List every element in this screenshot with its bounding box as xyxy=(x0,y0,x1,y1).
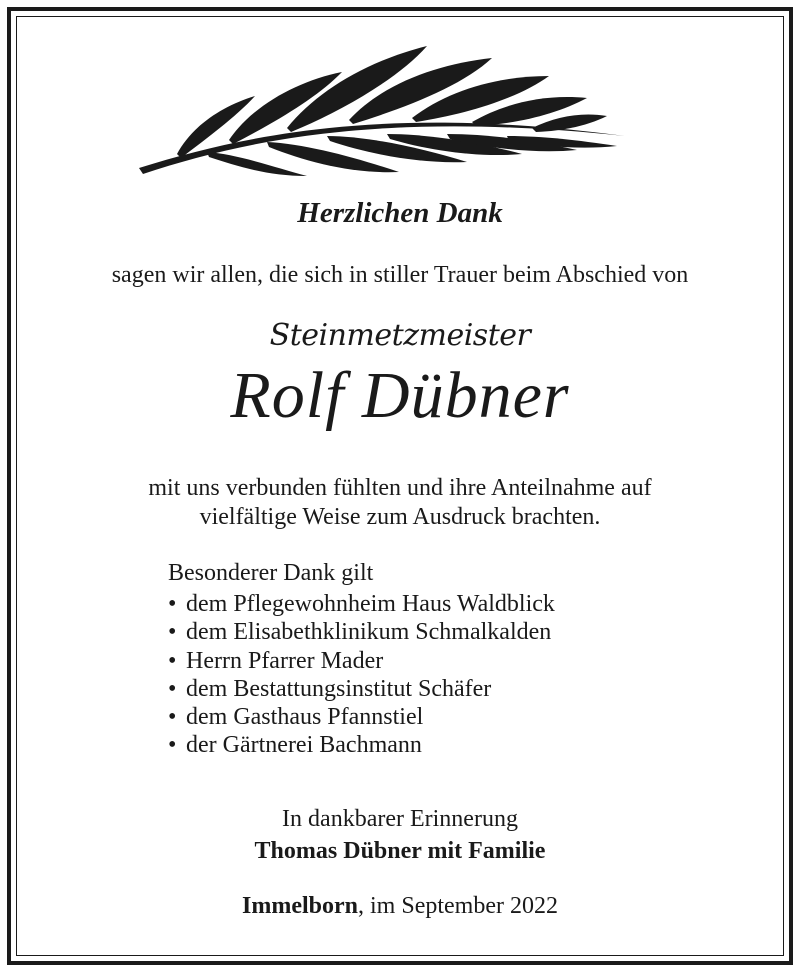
special-thanks-label: Besonderer Dank gilt xyxy=(168,560,374,586)
thanks-heading: Herzlichen Dank xyxy=(297,197,503,229)
list-item: • dem Bestattungsinstitut Schäfer xyxy=(168,675,492,702)
place-date xyxy=(0,893,800,920)
list-item: • dem Gasthaus Pfannstiel xyxy=(168,704,424,731)
bullet-icon: • xyxy=(168,647,177,674)
deceased-name: Rolf Dübner xyxy=(230,359,570,432)
closing-text: In dankbarer Erinnerung xyxy=(282,806,518,832)
list-item: • der Gärtnerei Bachmann xyxy=(168,732,422,759)
body-line-1: mit uns verbunden fühlten und ihre Anteilnahme auf xyxy=(148,475,652,501)
body-line-2: vielfältige Weise zum Ausdruck brachten. xyxy=(199,504,601,530)
intro-text: sagen wir allen, die sich in stiller Trauer beim Abschied von xyxy=(111,262,689,288)
list-item: • dem Elisabethklinikum Schmalkalden xyxy=(168,619,552,646)
special-thanks-list xyxy=(168,590,555,760)
bullet-icon: • xyxy=(168,591,177,617)
bullet-icon: • xyxy=(168,675,177,702)
date: , im September 2022 xyxy=(358,893,558,919)
list-item: • Herrn Pfarrer Mader xyxy=(168,647,384,674)
bullet-icon: • xyxy=(168,619,177,646)
palm-branch-icon xyxy=(137,36,627,176)
deceased-profession: Steinmetzmeister xyxy=(269,318,531,353)
bullet-icon: • xyxy=(168,732,177,759)
bullet-icon: • xyxy=(168,704,177,731)
place: Immelborn xyxy=(242,893,359,919)
signature: Thomas Dübner mit Familie xyxy=(254,838,546,864)
list-item: • dem Pflegewohnheim Haus Waldblick xyxy=(168,591,555,617)
